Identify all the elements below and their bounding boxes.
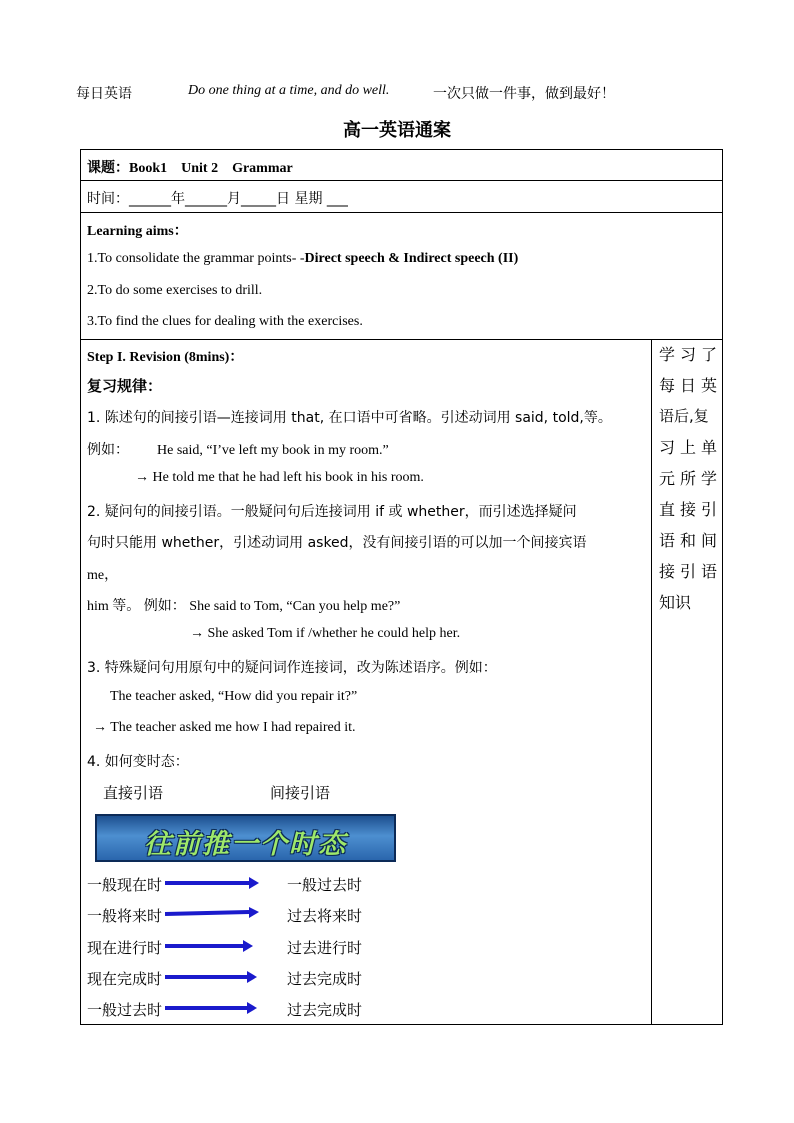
aims-heading: Learning aims： (87, 224, 188, 239)
side-note-line: 元所学 (659, 469, 717, 488)
arrow-icon (165, 1002, 257, 1014)
arrow-icon (165, 877, 259, 889)
lesson-table (80, 149, 723, 1025)
rule-4: 4. 如何变时态： (87, 754, 189, 770)
time-row: 时间：______年______月_____日 星期 ___ (87, 191, 348, 207)
topic-label: 课题： (87, 160, 129, 176)
tense-shift-banner (95, 814, 396, 862)
aim-3: 3.To find the clues for dealing with the exercises. (87, 314, 363, 329)
aim-1 (87, 251, 518, 267)
rule-2-line-1: 2. 疑问句的间接引语。一般疑问句后连接词用 if 或 whether，而引述选择疑问 (87, 504, 577, 520)
banner-text: 往前推一个时态 (144, 829, 347, 860)
daily-english-label: 每日英语 (76, 86, 132, 102)
rule-2-result: → She asked Tom if /whether he could help her. (190, 626, 461, 641)
arrow-icon (165, 940, 253, 952)
direct-speech-label: 直接引语 (103, 784, 164, 802)
side-note-line: 每日英 (659, 376, 717, 395)
side-note-line: 学习了 (659, 345, 717, 364)
side-note-line: 直接引 (659, 500, 717, 519)
tense-from: 一般现在时 (87, 876, 163, 894)
rule-3: 3. 特殊疑问句用原句中的疑问词作连接词，改为陈述语序。例如： (87, 660, 497, 676)
rule-2-line-3: me， (87, 568, 119, 583)
rule-1-result: → He told me that he had left his book in his room. (135, 470, 424, 485)
indirect-speech-label: 间接引语 (270, 784, 331, 802)
rule-2-line-4: him 等。 例如： She said to Tom, “Can you help me?” (87, 599, 401, 614)
row-divider (80, 180, 723, 181)
rule-1: 1. 陈述句的间接引语—连接词用 that, 在口语中可省略。引述动词用 said, told,等。 (87, 410, 612, 426)
rule-3-result: → The teacher asked me how I had repaired it. (93, 720, 356, 735)
row-divider (80, 339, 723, 340)
side-note-line: 习上单 (659, 438, 717, 457)
rule-1-example (87, 439, 389, 459)
tense-from: 现在完成时 (87, 970, 163, 988)
tense-from: 一般将来时 (87, 907, 163, 925)
rule-3-example: The teacher asked, “How did you repair it?” (110, 689, 358, 704)
arrow-icon (165, 971, 257, 983)
rule-2-line-2: 句时只能用 whether，引述动词用 asked，没有间接引语的可以加一个间接宾语 (87, 535, 587, 551)
example-label: 例如： (87, 442, 129, 458)
tense-to: 过去进行时 (287, 939, 363, 957)
aim-1-text: 1.To consolidate the grammar points- - (87, 251, 305, 266)
tense-from: 一般过去时 (87, 1001, 163, 1019)
motto-chinese: 一次只做一件事，做到最好！ (433, 86, 615, 102)
example-sentence: He said, “I’ve left my book in my room.” (157, 443, 389, 458)
step-heading: Step I. Revision (8mins)： (87, 350, 244, 365)
side-note-line: 语后,复 (659, 407, 709, 425)
tense-from: 现在进行时 (87, 939, 163, 957)
topic-row (87, 157, 293, 177)
column-divider (651, 339, 652, 1025)
side-note-line: 接引语 (659, 562, 717, 581)
side-note-line: 知识 (659, 593, 692, 612)
aim-2: 2.To do some exercises to drill. (87, 283, 263, 298)
aim-1-bold: Direct speech & Indirect speech (II) (304, 251, 519, 266)
tense-to: 过去完成时 (287, 970, 363, 988)
tense-to: 过去完成时 (287, 1001, 363, 1019)
document-title: 高一英语通案 (343, 120, 451, 141)
motto-english: Do one thing at a time, and do well. (188, 83, 390, 98)
topic-value: Book1 Unit 2 Grammar (129, 161, 293, 176)
side-note (659, 339, 717, 618)
side-note-line: 语和间 (659, 531, 717, 550)
row-divider (80, 212, 723, 213)
arrow-icon (165, 907, 259, 919)
tense-to: 一般过去时 (287, 876, 363, 894)
rules-heading: 复习规律： (87, 377, 163, 395)
tense-to: 过去将来时 (287, 907, 363, 925)
